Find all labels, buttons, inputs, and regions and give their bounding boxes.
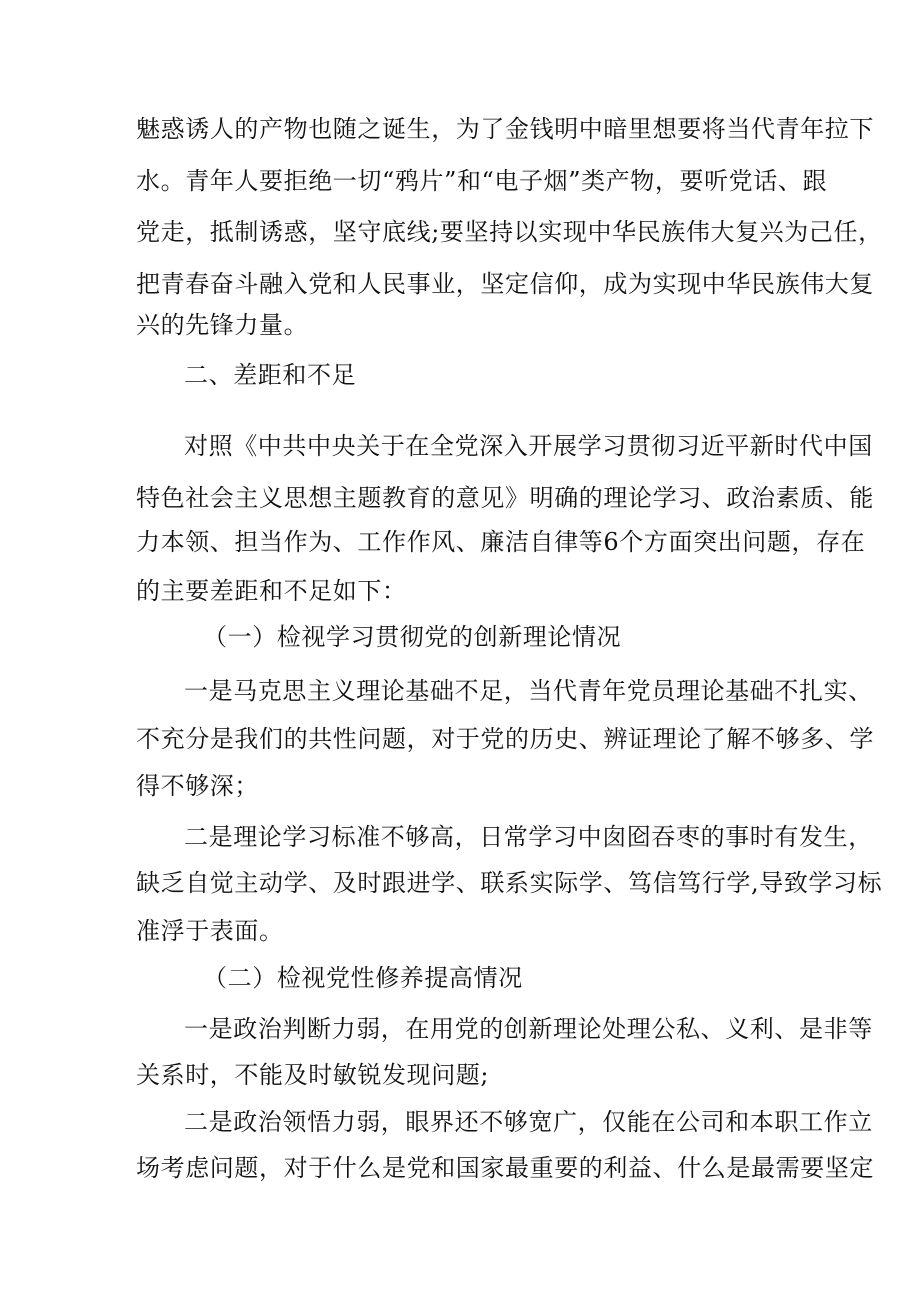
text-line: 缺乏自觉主动学、及时跟进学、联系实际学、笃信笃行学,导致学习标 (136, 869, 883, 897)
text-line: 的主要差距和不足如下： (136, 577, 407, 605)
text-line: 关系时，不能及时敏锐发现问题; (136, 1061, 490, 1089)
text-line: 准浮于表面。 (136, 917, 284, 945)
text-line: 不充分是我们的共性问题，对于党的历史、辨证理论了解不够多、学 (136, 725, 874, 753)
subsection-heading: （二）检视党性修养提高情况 (203, 964, 523, 992)
text-line: 得不够深； (136, 772, 259, 800)
text-line: 二是政治领悟力弱，眼界还不够宽广，仅能在公司和本职工作立 (184, 1108, 873, 1136)
text-line: 兴的先锋力量。 (136, 311, 309, 339)
text-line: 魅惑诱人的产物也随之诞生，为了金钱明中暗里想要将当代青年拉下 (136, 115, 874, 143)
text-line: 把青春奋斗融入党和人民事业，坚定信仰，成为实现中华民族伟大复 (136, 270, 874, 298)
text-line: 党走，抵制诱惑，坚守底线;要坚持以实现中华民族伟大复兴为己任， (136, 218, 883, 246)
text-line: 特色社会主义思想主题教育的意见》明确的理论学习、政治素质、能 (136, 484, 874, 512)
section-heading: 二、差距和不足 (184, 361, 357, 389)
text-line: 力本领、担当作为、工作作风、廉洁自律等6个方面突出问题，存在 (136, 528, 866, 556)
text-line: 场考虑问题，对于什么是党和国家最重要的利益、什么是最需要坚定 (136, 1154, 874, 1182)
text-line: 水。青年人要拒绝一切“鸦片”和“电子烟”类产物，要听党话、跟 (136, 167, 828, 195)
text-line: 一是政治判断力弱，在用党的创新理论处理公私、义利、是非等 (184, 1015, 873, 1043)
text-line: 二是理论学习标准不够高，日常学习中囱囵吞枣的事时有发生， (184, 823, 873, 851)
subsection-heading: （一）检视学习贯彻党的创新理论情况 (203, 623, 622, 651)
text-line: 对照《中共中央关于在全党深入开展学习贯彻习近平新时代中国 (184, 432, 873, 460)
text-line: 一是马克思主义理论基础不足，当代青年党员理论基础不扎实、 (184, 677, 873, 705)
